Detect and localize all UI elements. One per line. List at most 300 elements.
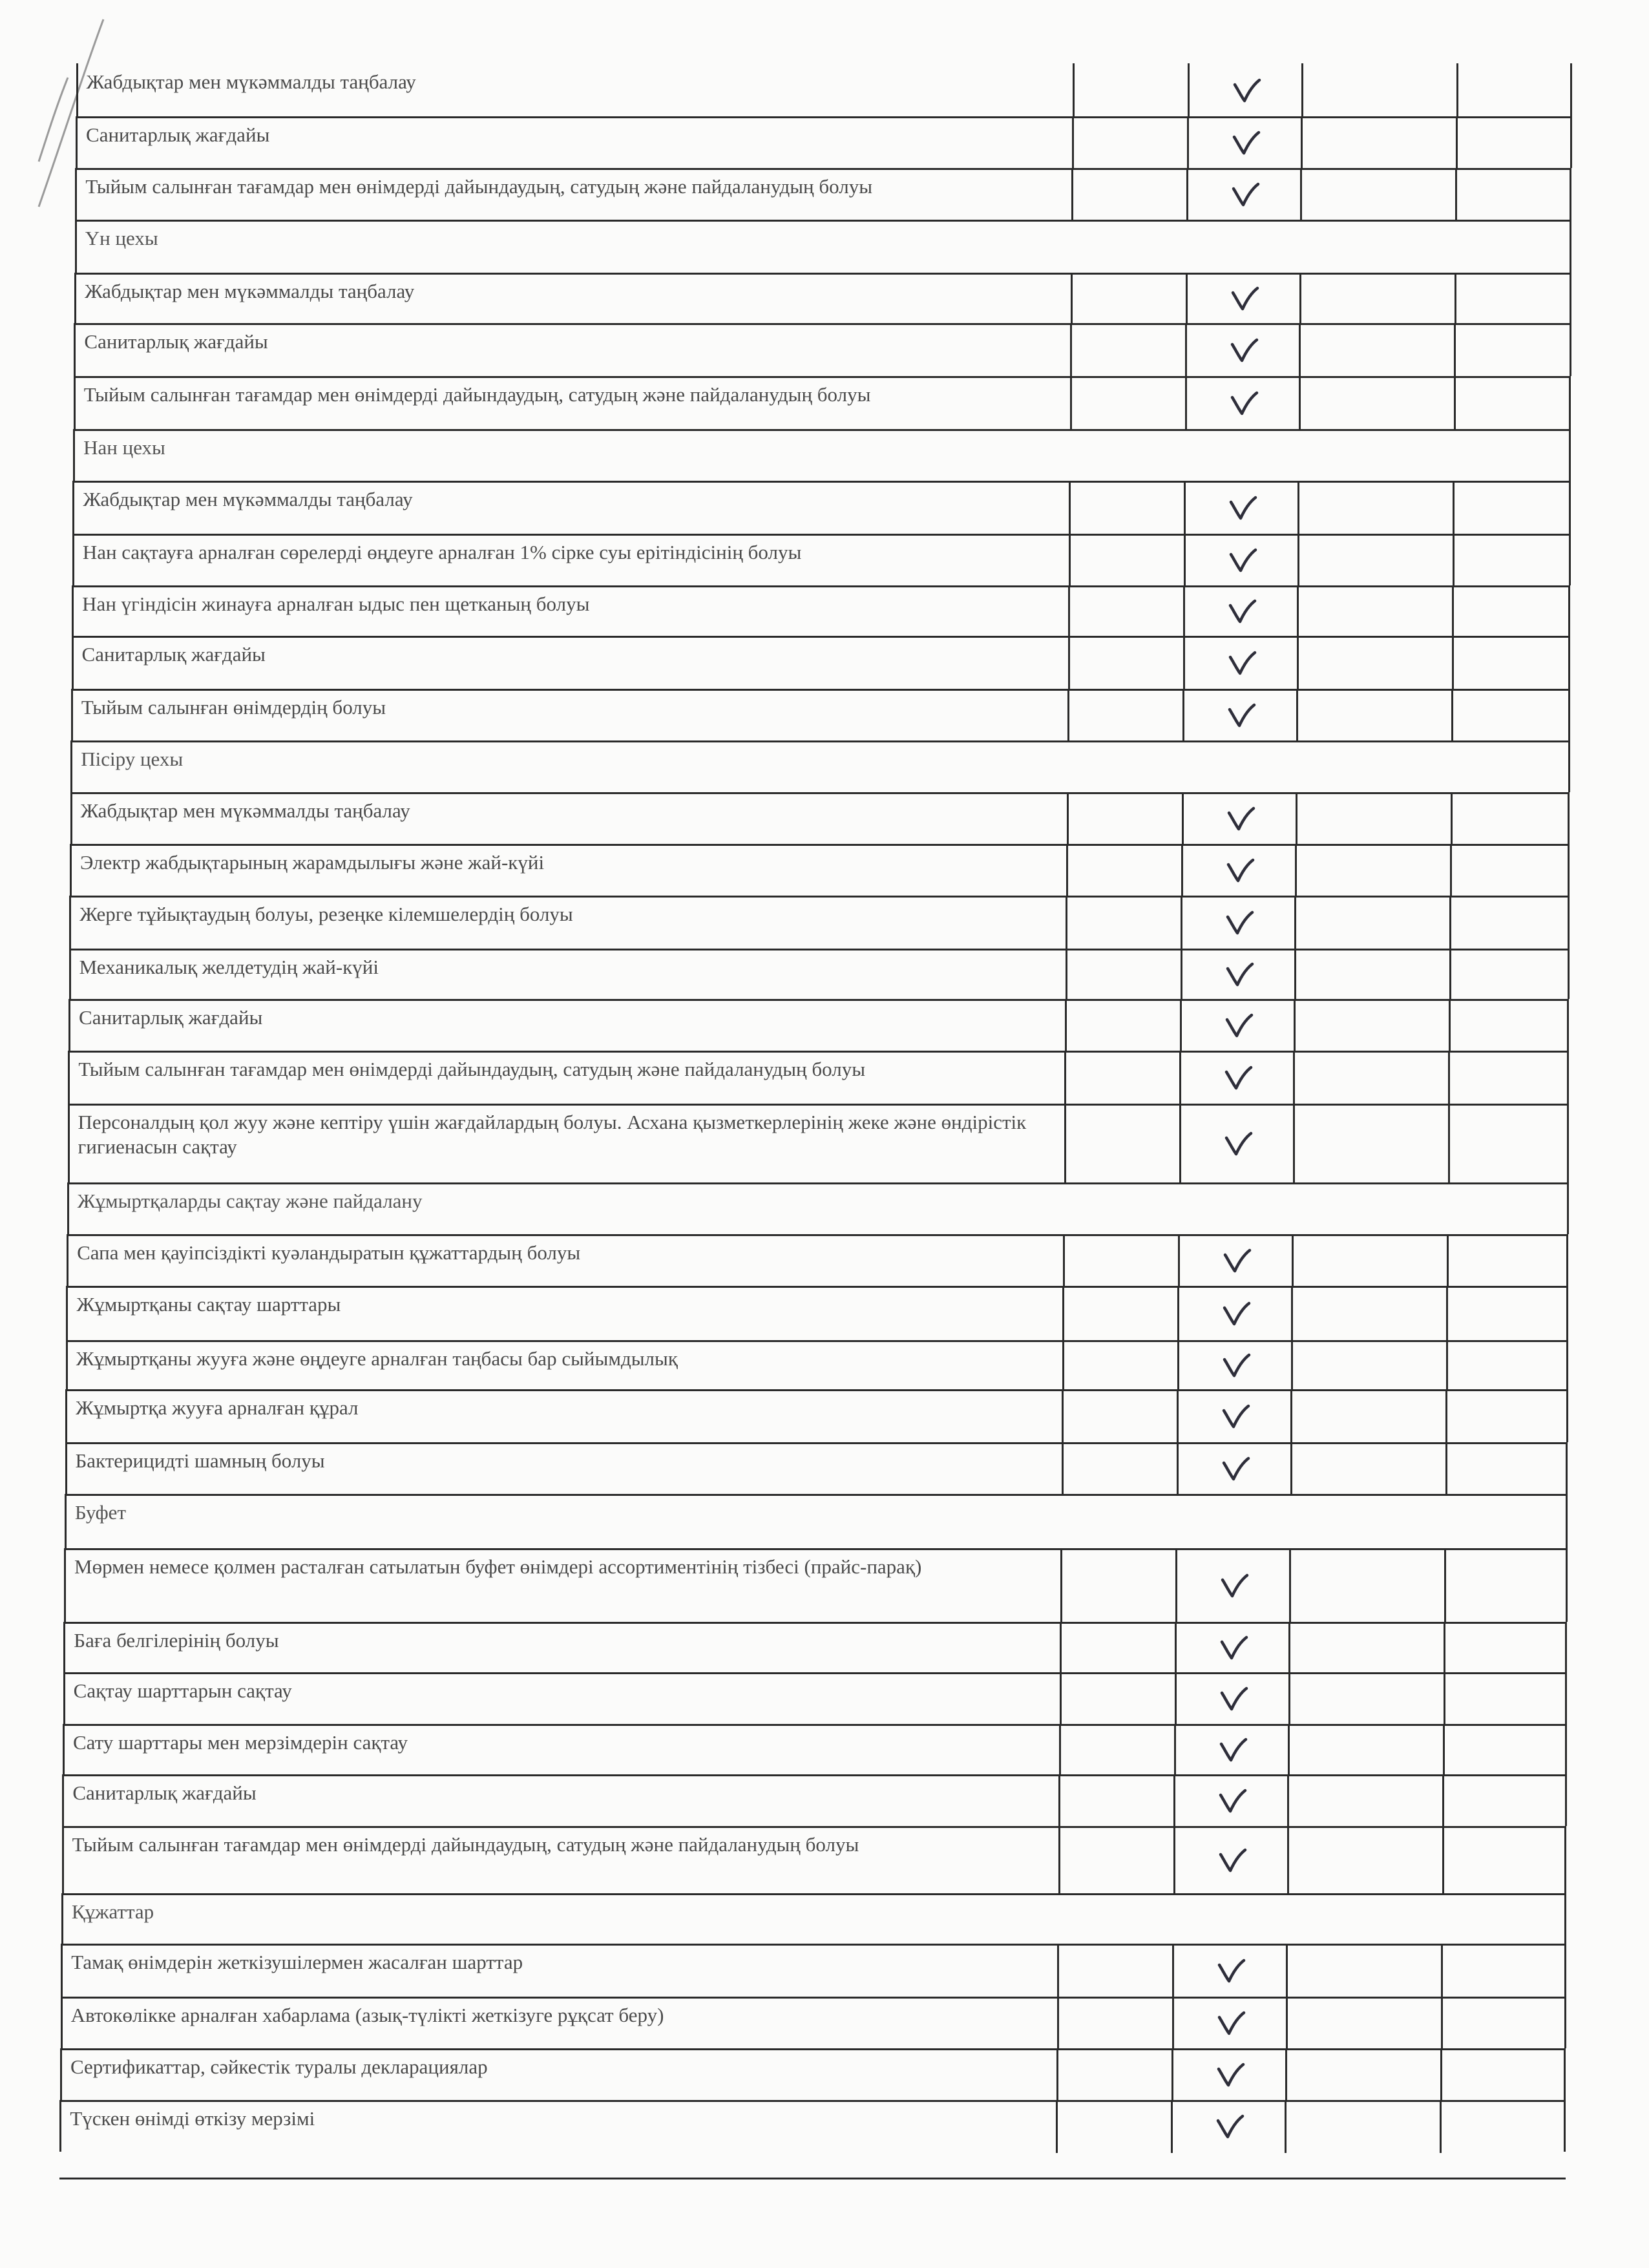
table-left-border xyxy=(70,844,72,896)
cell-col-2 xyxy=(1175,1548,1289,1622)
cell-col-2 xyxy=(1171,2048,1285,2100)
cell-col-4 xyxy=(1450,844,1568,896)
table-left-border xyxy=(72,636,74,689)
cell-col-3 xyxy=(1301,116,1456,168)
cell-col-4 xyxy=(1453,534,1569,585)
cell-col-3 xyxy=(1289,1548,1444,1622)
column-border xyxy=(1293,1051,1295,1105)
cell-col-3 xyxy=(1285,2048,1440,2100)
row-border xyxy=(67,1234,1568,1236)
cell-col-1 xyxy=(1067,792,1182,844)
column-border xyxy=(1447,1234,1449,1287)
column-border xyxy=(1456,63,1458,118)
table-right-border xyxy=(1565,1774,1567,1826)
checkmark-icon xyxy=(1228,599,1257,625)
cell-col-3 xyxy=(1296,792,1451,844)
column-border xyxy=(1288,1672,1290,1725)
cell-col-3 xyxy=(1299,376,1454,429)
row-label: Түскен өнімді өткізу мерзімі xyxy=(70,2107,315,2130)
table-left-border xyxy=(63,1672,65,1724)
table-left-border xyxy=(68,1051,70,1104)
row-border xyxy=(72,636,1571,638)
table-right-border xyxy=(1568,844,1570,896)
cell-col-4 xyxy=(1452,585,1568,636)
cell-col-4 xyxy=(1441,1944,1564,1997)
row-border xyxy=(75,168,1571,170)
column-border xyxy=(1181,844,1183,897)
column-border xyxy=(1285,2100,1287,2153)
checkmark-icon xyxy=(1225,1013,1254,1039)
table-left-border xyxy=(62,1826,64,1893)
cell-col-4 xyxy=(1454,323,1569,376)
cell-col-2 xyxy=(1177,1340,1291,1389)
table-left-border xyxy=(74,273,76,323)
cell-col-2 xyxy=(1171,2100,1285,2152)
cell-col-1 xyxy=(1064,1051,1179,1104)
cell-col-4 xyxy=(1440,2048,1564,2100)
column-border xyxy=(1455,273,1456,324)
row-border xyxy=(68,1104,1569,1106)
column-border xyxy=(1294,949,1296,1000)
cell-col-1 xyxy=(1062,1286,1177,1340)
section-header-row xyxy=(61,1893,1564,1944)
column-border xyxy=(1175,1622,1177,1674)
cell-col-4 xyxy=(1451,792,1568,844)
row-border xyxy=(70,844,1570,846)
cell-col-3 xyxy=(1297,481,1453,534)
column-border xyxy=(1064,1051,1066,1105)
cell-col-3 xyxy=(1297,534,1453,585)
column-border xyxy=(1181,949,1182,1000)
column-border xyxy=(1183,585,1185,637)
table-right-border xyxy=(1566,1389,1568,1442)
row-border xyxy=(61,1997,1566,1999)
checkmark-icon xyxy=(1223,1353,1251,1379)
column-border xyxy=(1294,999,1296,1052)
row-label: Санитарлық жағдайы xyxy=(86,123,270,146)
column-border xyxy=(1288,1724,1290,1776)
row-label: Механикалық желдетудің жай-күйі xyxy=(79,956,379,978)
table-right-border xyxy=(1569,376,1571,429)
column-border xyxy=(1172,1997,1174,2050)
cell-col-1 xyxy=(1070,376,1185,429)
table-right-border xyxy=(1567,1051,1569,1104)
table-left-border xyxy=(72,585,74,636)
cell-col-1 xyxy=(1059,1724,1174,1774)
cell-col-2 xyxy=(1187,116,1301,168)
row-border xyxy=(63,1672,1568,1674)
column-border xyxy=(1296,792,1297,845)
row-border xyxy=(61,1893,1566,1895)
row-border xyxy=(69,896,1570,898)
row-border xyxy=(64,1548,1568,1550)
column-border xyxy=(1173,1826,1175,1895)
checkmark-icon xyxy=(1229,548,1257,574)
section-title: Жұмыртқаларды сақтау және пайдалану xyxy=(77,1190,423,1212)
column-border xyxy=(1056,2100,1058,2153)
column-border xyxy=(1449,999,1451,1052)
cell-col-1 xyxy=(1062,1340,1177,1389)
cell-col-1 xyxy=(1071,273,1186,323)
column-border xyxy=(1071,273,1073,324)
cell-col-3 xyxy=(1287,1774,1442,1826)
column-border xyxy=(1188,63,1190,118)
cell-col-1 xyxy=(1070,323,1185,376)
cell-col-1 xyxy=(1066,844,1181,896)
row-label: Сертификаттар, сәйкестік туралы декларациялар xyxy=(70,2055,488,2078)
table-left-border xyxy=(62,1774,64,1826)
column-border xyxy=(1301,63,1303,118)
cell-col-2 xyxy=(1188,63,1301,116)
row-label: Электр жабдықтарының жарамдылығы және жай-күйі xyxy=(79,851,545,874)
column-border xyxy=(1180,999,1182,1052)
column-border xyxy=(1296,689,1298,742)
column-border xyxy=(1062,1389,1064,1444)
table-right-border xyxy=(1570,323,1571,376)
column-border xyxy=(1066,949,1067,1000)
checkmark-icon xyxy=(1217,1958,1246,1984)
column-border xyxy=(1185,323,1187,377)
column-border xyxy=(1292,1234,1294,1287)
column-border xyxy=(1058,1826,1060,1895)
table-left-border xyxy=(67,1234,68,1286)
row-label: Тыйым салынған тағамдар мен өнімдерді дайындаудың, сатудың және пайдаланудың болуы xyxy=(72,1833,859,1856)
table-right-border xyxy=(1564,1997,1566,2048)
table-left-border xyxy=(61,1893,63,1944)
cell-col-4 xyxy=(1453,481,1568,534)
section-header-row xyxy=(75,220,1570,273)
cell-col-3 xyxy=(1296,689,1451,740)
cell-col-4 xyxy=(1456,63,1570,116)
cell-col-3 xyxy=(1294,999,1449,1051)
cell-col-4 xyxy=(1455,273,1570,323)
column-border xyxy=(1299,376,1301,430)
table-right-border xyxy=(1565,1672,1567,1724)
column-border xyxy=(1446,1286,1448,1341)
section-title: Нан цехы xyxy=(83,436,165,459)
column-border xyxy=(1288,1622,1290,1674)
column-border xyxy=(1456,116,1458,169)
cell-col-2 xyxy=(1183,636,1297,689)
row-border xyxy=(66,1286,1568,1288)
column-border xyxy=(1172,1944,1174,1998)
cell-col-1 xyxy=(1068,585,1183,636)
row-label: Мөрмен немесе қолмен расталған сатылатын буфет өнімдері ассортиментінің тізбесі (прайс-парақ) xyxy=(74,1555,922,1578)
table-right-border xyxy=(1564,2048,1566,2100)
cell-col-3 xyxy=(1291,1340,1446,1389)
table-left-border xyxy=(61,1944,63,1997)
table-row xyxy=(65,1442,1566,1494)
table-right-border xyxy=(1567,999,1569,1051)
column-border xyxy=(1452,585,1454,637)
column-border xyxy=(1300,168,1302,221)
column-border xyxy=(1069,534,1071,587)
cell-col-1 xyxy=(1071,168,1186,220)
column-border xyxy=(1297,636,1299,690)
table-right-border xyxy=(1564,1944,1566,1997)
cell-col-4 xyxy=(1449,896,1568,949)
cell-col-2 xyxy=(1183,585,1297,636)
cell-col-3 xyxy=(1291,1286,1446,1340)
column-border xyxy=(1174,1724,1176,1776)
table-left-border xyxy=(67,1182,69,1234)
cell-col-1 xyxy=(1065,999,1180,1051)
section-header-row xyxy=(65,1494,1566,1548)
table-left-border xyxy=(65,1442,67,1494)
column-border xyxy=(1073,63,1075,118)
cell-col-3 xyxy=(1285,2100,1440,2152)
cell-col-2 xyxy=(1177,1389,1290,1442)
checkmark-icon xyxy=(1232,182,1260,208)
column-border xyxy=(1071,168,1073,221)
cell-col-2 xyxy=(1179,1104,1293,1182)
cell-col-3 xyxy=(1287,1826,1442,1893)
cell-col-4 xyxy=(1447,1234,1566,1286)
table-left-border xyxy=(70,740,72,792)
column-border xyxy=(1175,1548,1177,1623)
column-border xyxy=(1295,844,1297,897)
column-border xyxy=(1290,1389,1292,1444)
cell-col-2 xyxy=(1172,1944,1286,1997)
cell-col-2 xyxy=(1173,1826,1287,1893)
table-left-border xyxy=(63,1622,65,1672)
checkmark-icon xyxy=(1224,1131,1253,1157)
cell-col-3 xyxy=(1288,1622,1444,1672)
table-row xyxy=(74,323,1569,376)
table-row xyxy=(63,1672,1566,1724)
row-label: Жұмыртқа жууға арналған құрал xyxy=(76,1396,359,1419)
checkmark-icon xyxy=(1219,1848,1247,1874)
column-border xyxy=(1449,896,1451,950)
section-title: Құжаттар xyxy=(71,1900,154,1923)
cell-col-2 xyxy=(1185,376,1299,429)
table-row xyxy=(75,168,1570,220)
checkmark-icon xyxy=(1224,1066,1253,1091)
column-border xyxy=(1450,844,1452,897)
column-border xyxy=(1173,1774,1175,1827)
table-bottom-border xyxy=(59,2178,1566,2179)
cell-col-4 xyxy=(1444,1672,1566,1724)
column-border xyxy=(1177,1286,1179,1341)
checkmark-icon xyxy=(1226,858,1255,884)
cell-col-2 xyxy=(1179,1051,1293,1104)
checkmark-icon xyxy=(1230,391,1259,417)
table-right-border xyxy=(1566,1548,1568,1622)
row-border xyxy=(65,1442,1568,1444)
column-border xyxy=(1060,1672,1062,1725)
column-border xyxy=(1286,1997,1288,2050)
table-row xyxy=(61,1944,1564,1997)
cell-col-4 xyxy=(1451,689,1568,740)
row-label: Жұмыртқаны сақтау шарттары xyxy=(76,1293,341,1316)
table-row xyxy=(64,1548,1566,1622)
cell-col-3 xyxy=(1290,1389,1445,1442)
column-border xyxy=(1056,2048,1058,2101)
table-row xyxy=(60,2048,1564,2100)
row-border xyxy=(63,1622,1567,1624)
column-border xyxy=(1065,999,1067,1052)
cell-col-4 xyxy=(1456,116,1570,168)
column-border xyxy=(1186,168,1188,221)
column-border xyxy=(1297,534,1299,587)
column-border xyxy=(1444,1672,1445,1725)
row-border xyxy=(74,273,1571,275)
column-border xyxy=(1057,1944,1059,1998)
column-border xyxy=(1297,585,1299,637)
table-left-border xyxy=(63,1724,65,1774)
table-left-border xyxy=(74,376,76,429)
cell-col-1 xyxy=(1060,1672,1175,1724)
table-left-border xyxy=(70,792,72,844)
table-left-border xyxy=(76,116,78,168)
row-label: Тыйым салынған өнімдердің болуы xyxy=(81,696,386,719)
column-border xyxy=(1451,689,1453,742)
table-left-border xyxy=(65,1389,67,1442)
table-row xyxy=(72,636,1569,689)
column-border xyxy=(1445,1389,1447,1444)
row-border xyxy=(72,481,1570,483)
table-right-border xyxy=(1565,1724,1567,1774)
checkmark-icon xyxy=(1228,703,1256,729)
cell-col-4 xyxy=(1446,1286,1566,1340)
column-border xyxy=(1449,949,1451,1000)
cell-col-4 xyxy=(1443,1724,1565,1774)
column-border xyxy=(1177,1442,1179,1495)
table-row xyxy=(61,1997,1564,2048)
column-border xyxy=(1059,1724,1061,1776)
cell-col-1 xyxy=(1060,1622,1175,1672)
column-border xyxy=(1452,636,1454,690)
checkmark-icon xyxy=(1228,651,1257,677)
column-border xyxy=(1455,168,1457,221)
table-left-border xyxy=(72,534,74,585)
cell-col-4 xyxy=(1455,168,1570,220)
row-border xyxy=(74,376,1571,378)
cell-col-2 xyxy=(1181,949,1294,999)
row-label: Жабдықтар мен мүкәммалды таңбалау xyxy=(85,280,415,302)
column-border xyxy=(1443,1724,1445,1776)
column-border xyxy=(1448,1051,1450,1105)
table-left-border xyxy=(69,949,71,999)
column-border xyxy=(1301,116,1303,169)
checkmark-icon xyxy=(1219,1789,1247,1814)
row-border xyxy=(69,949,1570,950)
checkmark-icon xyxy=(1226,910,1254,936)
row-border xyxy=(70,740,1570,742)
column-border xyxy=(1058,1774,1060,1827)
row-label: Нан сақтауға арналған сөрелерді өңдеуге арналған 1% сірке суы ерітіндісінің болуы xyxy=(82,541,802,563)
column-border xyxy=(1066,896,1067,950)
cell-col-2 xyxy=(1174,1724,1288,1774)
cell-col-2 xyxy=(1181,844,1295,896)
cell-col-2 xyxy=(1180,999,1294,1051)
column-border xyxy=(1177,1340,1179,1391)
cell-col-1 xyxy=(1072,116,1187,168)
checkmark-icon xyxy=(1217,2011,1246,2037)
row-label: Тыйым салынған тағамдар мен өнімдерді дайындаудың, сатудың және пайдаланудың болуы xyxy=(83,383,871,406)
column-border xyxy=(1068,585,1070,637)
table-right-border xyxy=(1568,792,1570,844)
table-right-border xyxy=(1569,534,1571,585)
checkmark-icon xyxy=(1222,1404,1250,1430)
column-border xyxy=(1063,1234,1065,1287)
row-border xyxy=(74,323,1571,325)
table-left-border xyxy=(66,1340,68,1389)
column-border xyxy=(1066,844,1068,897)
column-border xyxy=(1182,792,1184,845)
column-border xyxy=(1440,2100,1442,2153)
table-row xyxy=(62,1826,1565,1893)
cell-col-4 xyxy=(1445,1389,1566,1442)
table-row xyxy=(63,1622,1565,1672)
table-row xyxy=(68,1051,1567,1104)
table-left-border xyxy=(73,429,75,481)
checkmark-icon xyxy=(1222,1456,1250,1482)
column-border xyxy=(1072,116,1074,169)
row-label: Тамақ өнімдерін жеткізушілермен жасалған шарттар xyxy=(71,1951,523,1973)
table-row xyxy=(66,1340,1566,1389)
cell-col-1 xyxy=(1057,1944,1172,1997)
cell-col-4 xyxy=(1448,1104,1567,1182)
cell-col-1 xyxy=(1058,1774,1173,1826)
cell-col-4 xyxy=(1449,949,1568,999)
row-border xyxy=(68,1051,1569,1053)
column-border xyxy=(1291,1286,1293,1341)
column-border xyxy=(1446,1340,1448,1391)
row-label: Сату шарттары мен мерзімдерін сақтау xyxy=(73,1731,408,1754)
row-border xyxy=(68,999,1569,1001)
table-row xyxy=(76,63,1570,116)
cell-col-3 xyxy=(1299,323,1454,376)
cell-col-3 xyxy=(1290,1442,1445,1494)
column-border xyxy=(1441,1944,1443,1998)
cell-col-4 xyxy=(1445,1442,1566,1494)
table-left-border xyxy=(61,1997,63,2048)
cell-col-3 xyxy=(1293,1051,1448,1104)
table-right-border xyxy=(1569,481,1571,534)
cell-col-1 xyxy=(1068,636,1183,689)
row-border xyxy=(67,1182,1569,1184)
row-border xyxy=(59,2100,1566,2102)
column-border xyxy=(1070,376,1072,430)
table-row xyxy=(69,896,1568,949)
cell-col-2 xyxy=(1181,896,1294,949)
cell-col-1 xyxy=(1066,896,1181,949)
row-label: Тыйым салынған тағамдар мен өнімдерді дайындаудың, сатудың және пайдаланудың болуы xyxy=(78,1058,866,1080)
row-label: Тыйым салынған тағамдар мен өнімдерді дайындаудың, сатудың және пайдаланудың болуы xyxy=(85,175,873,198)
table-right-border xyxy=(1568,896,1570,949)
row-label: Нан үгіндісін жинауға арналған ыдыс пен щетканың болуы xyxy=(82,593,590,615)
checkmark-icon xyxy=(1230,338,1259,364)
column-border xyxy=(1067,689,1069,742)
cell-col-2 xyxy=(1175,1672,1288,1724)
cell-col-1 xyxy=(1062,1389,1177,1442)
cell-col-2 xyxy=(1177,1442,1290,1494)
cell-col-2 xyxy=(1186,168,1300,220)
cell-col-2 xyxy=(1173,1774,1287,1826)
cell-col-2 xyxy=(1182,689,1296,740)
row-label: Санитарлық жағдайы xyxy=(81,643,266,666)
cell-col-1 xyxy=(1063,1234,1178,1286)
checkmark-icon xyxy=(1220,1686,1248,1712)
table-left-border xyxy=(59,2100,61,2152)
row-label: Бактерицидті шамның болуы xyxy=(75,1449,325,1472)
column-border xyxy=(1453,534,1455,587)
row-border xyxy=(61,1944,1566,1946)
cell-col-3 xyxy=(1288,1672,1444,1724)
column-border xyxy=(1175,1672,1177,1725)
cell-col-3 xyxy=(1300,168,1455,220)
